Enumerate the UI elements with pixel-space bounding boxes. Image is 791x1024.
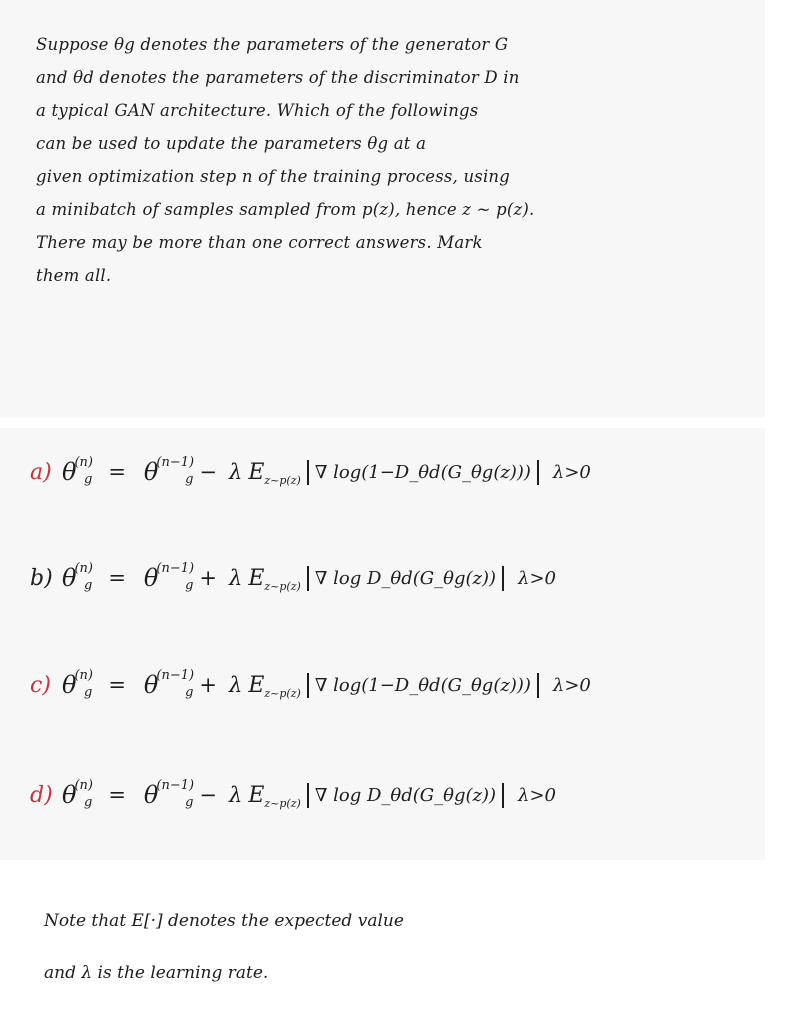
equals-sign: = <box>108 673 126 697</box>
expectation-body: ∇ log(1−D_θd(G_θg(z))) <box>307 460 539 485</box>
operator: + <box>199 673 217 697</box>
expectation-subscript: z~p(z) <box>264 686 301 700</box>
question-text <box>36 28 726 292</box>
theta-symbol: θ <box>62 671 77 699</box>
subscript-g: g <box>83 471 93 487</box>
option-a <box>30 444 750 500</box>
note-text <box>44 895 724 999</box>
superscript-n-minus-1: (n−1) <box>156 777 195 793</box>
theta-symbol: θ <box>143 564 159 592</box>
expectation-body: ∇ log D_θd(G_θg(z)) <box>307 783 504 808</box>
theta-symbol: θ <box>62 781 77 809</box>
theta-symbol: θ <box>143 458 159 486</box>
superscript-n: (n) <box>74 454 93 470</box>
superscript-n-minus-1: (n−1) <box>156 667 195 683</box>
subscript-g: g <box>185 577 194 593</box>
expectation-body: ∇ log(1−D_θd(G_θg(z))) <box>307 673 539 698</box>
superscript-n-minus-1: (n−1) <box>156 560 195 576</box>
operator: − <box>199 460 217 484</box>
theta-symbol: θ <box>62 458 77 486</box>
option-c-label: c) <box>30 672 51 698</box>
subscript-g: g <box>185 794 194 810</box>
question-line: and θd denotes the parameters of the discriminator D in <box>36 68 520 87</box>
option-b <box>30 550 750 606</box>
superscript-n-minus-1: (n−1) <box>156 454 195 470</box>
question-line: There may be more than one correct answers. Mark <box>36 233 483 252</box>
question-line: them all. <box>36 266 112 285</box>
lambda-condition: λ>0 <box>518 567 556 589</box>
theta-symbol: θ <box>143 671 159 699</box>
option-d <box>30 767 750 823</box>
expectation-subscript: z~p(z) <box>264 579 301 593</box>
subscript-g: g <box>83 794 93 810</box>
subscript-g: g <box>83 577 93 593</box>
equals-sign: = <box>108 566 126 590</box>
lambda-symbol: λ <box>229 566 243 590</box>
theta-symbol: θ <box>143 781 159 809</box>
question-line: Suppose θg denotes the parameters of the generator G <box>36 35 509 54</box>
expectation-subscript: z~p(z) <box>264 473 301 487</box>
expectation-symbol: E <box>248 565 265 591</box>
lambda-symbol: λ <box>229 673 243 697</box>
operator: − <box>199 783 217 807</box>
lambda-condition: λ>0 <box>518 784 556 806</box>
expectation-symbol: E <box>248 459 265 485</box>
subscript-g: g <box>83 684 93 700</box>
option-c <box>30 657 750 713</box>
note-line-1: Note that E[·] denotes the expected value <box>44 911 404 931</box>
lambda-symbol: λ <box>229 783 243 807</box>
option-a-label: a) <box>30 459 52 485</box>
equals-sign: = <box>108 783 126 807</box>
subscript-g: g <box>185 471 194 487</box>
question-panel <box>0 0 765 418</box>
note-line-2: and λ is the learning rate. <box>44 963 269 983</box>
theta-symbol: θ <box>62 564 77 592</box>
option-b-label: b) <box>30 565 53 591</box>
superscript-n: (n) <box>74 667 93 683</box>
option-d-label: d) <box>30 782 53 808</box>
question-line: given optimization step n of the training process, using <box>36 167 511 186</box>
question-line: a typical GAN architecture. Which of the followings <box>36 101 479 120</box>
lambda-condition: λ>0 <box>552 674 591 696</box>
subscript-g: g <box>185 684 194 700</box>
superscript-n: (n) <box>74 560 93 576</box>
lambda-condition: λ>0 <box>552 461 591 483</box>
question-line: can be used to update the parameters θg at a <box>36 134 427 153</box>
question-line: a minibatch of samples sampled from p(z), hence z ~ p(z). <box>36 200 535 219</box>
operator: + <box>199 566 217 590</box>
equals-sign: = <box>108 460 126 484</box>
superscript-n: (n) <box>74 777 93 793</box>
expectation-subscript: z~p(z) <box>264 796 301 810</box>
expectation-symbol: E <box>248 782 265 808</box>
lambda-symbol: λ <box>229 460 243 484</box>
expectation-symbol: E <box>248 672 265 698</box>
expectation-body: ∇ log D_θd(G_θg(z)) <box>307 566 504 591</box>
